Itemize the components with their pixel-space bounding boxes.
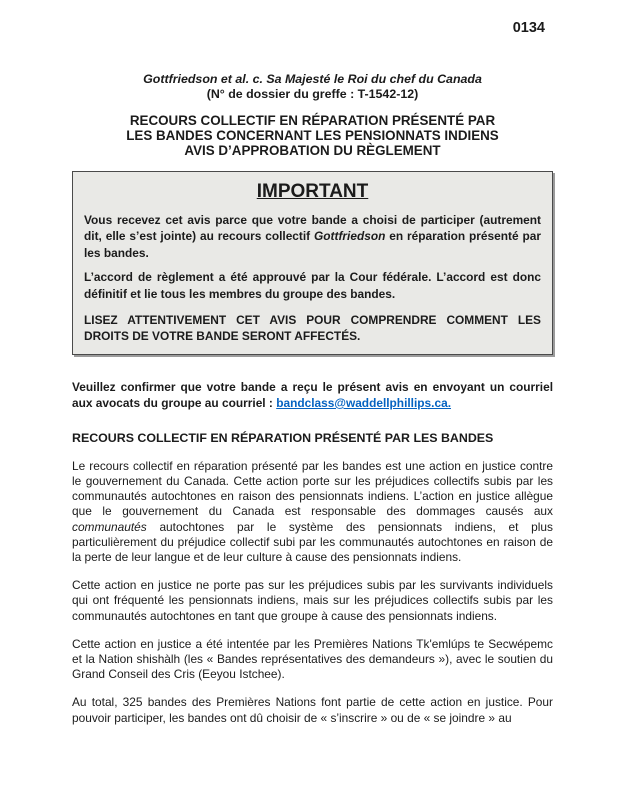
docket-number: (N° de dossier du greffe : T-1542-12)	[206, 87, 419, 101]
communautes-italic: communautés	[72, 519, 147, 534]
important-box-paragraph-2: L’accord de règlement a été approuvé par la Cour fédérale. L’accord est donc définitif et lie tous les membres du groupe des bandes.	[84, 270, 541, 301]
important-box-title	[84, 180, 541, 204]
text-segment: Vous recevez cet avis parce que votre bande a choisi de participer (autrement dit, elle s’est jointe) au recours collectif	[84, 213, 541, 244]
notice-heading	[72, 113, 553, 158]
text-segment: autochtones par le système des pensionnats indiens, et plus particulièrement du préjudice collectif subi par les communautés autochtones en raison de la perte de leur langue et de leur culture à cause des pensionnats indiens.	[72, 519, 553, 565]
page-number: 0134	[512, 20, 545, 36]
important-box-paragraph-3: LISEZ ATTENTIVEMENT CET AVIS POUR COMPRENDRE COMMENT LES DROITS DE VOTRE BANDE SERONT AFFECTÉS.	[84, 313, 541, 344]
section-heading: RECOURS COLLECTIF EN RÉPARATION PRÉSENTÉ PAR LES BANDES	[72, 430, 494, 445]
important-box-paragraph-1	[84, 212, 541, 261]
body-paragraph-1	[72, 459, 553, 565]
important-box	[72, 171, 553, 355]
notice-heading-line-1: RECOURS COLLECTIF EN RÉPARATION PRÉSENTÉ PAR	[129, 113, 496, 128]
body-paragraph-4: Au total, 325 bandes des Premières Nations font partie de cette action en justice. Pour pouvoir participer, les bandes ont dû choisir de « s’inscrire » ou de « se joindre » au	[72, 695, 553, 725]
body-paragraph-2: Cette action en justice ne porte pas sur les préjudices subis par les survivants individuels qui ont fréquenté les pensionnats indiens, mais sur les préjudices collectifs subis par les communautés autochtones en tant que groupe à cause des pensionnats indiens.	[72, 578, 553, 623]
text-segment: Le recours collectif en réparation présenté par les bandes est une action en justice contre le gouvernement du Canada. Cette action porte sur les préjudices collectifs subis par les communautés autochtones en raison des pensionnats indiens. L’action en justice allègue que le gouvernement du Canada est responsable des dommages causés aux	[72, 458, 553, 519]
case-name-italic: Gottfriedson	[314, 229, 386, 244]
notice-heading-line-2: LES BANDES CONCERNANT LES PENSIONNATS INDIENS	[126, 128, 499, 143]
text-segment: Veuillez confirmer que votre bande a reçu le présent avis en envoyant un courriel aux avocats du groupe au courriel :	[72, 379, 553, 410]
notice-heading-line-3: AVIS D’APPROBATION DU RÈGLEMENT	[184, 143, 441, 158]
body-paragraph-3: Cette action en justice a été intentée par les Premières Nations Tk'emlúps te Secwépemc et la Nation shishàlh (les « Bandes représentatives des demandeurs »), avec le soutien du Grand Conseil des Cris (Eeyou Istchee).	[72, 636, 553, 682]
important-title-text: IMPORTANT	[256, 181, 369, 202]
email-link[interactable]: bandclass@waddellphillips.ca.	[276, 395, 451, 410]
case-title: Gottfriedson et al. c. Sa Majesté le Roi du chef du Canada	[143, 72, 482, 86]
confirmation-paragraph	[72, 379, 553, 411]
text-segment: en réparation présenté par les bandes.	[84, 229, 541, 260]
